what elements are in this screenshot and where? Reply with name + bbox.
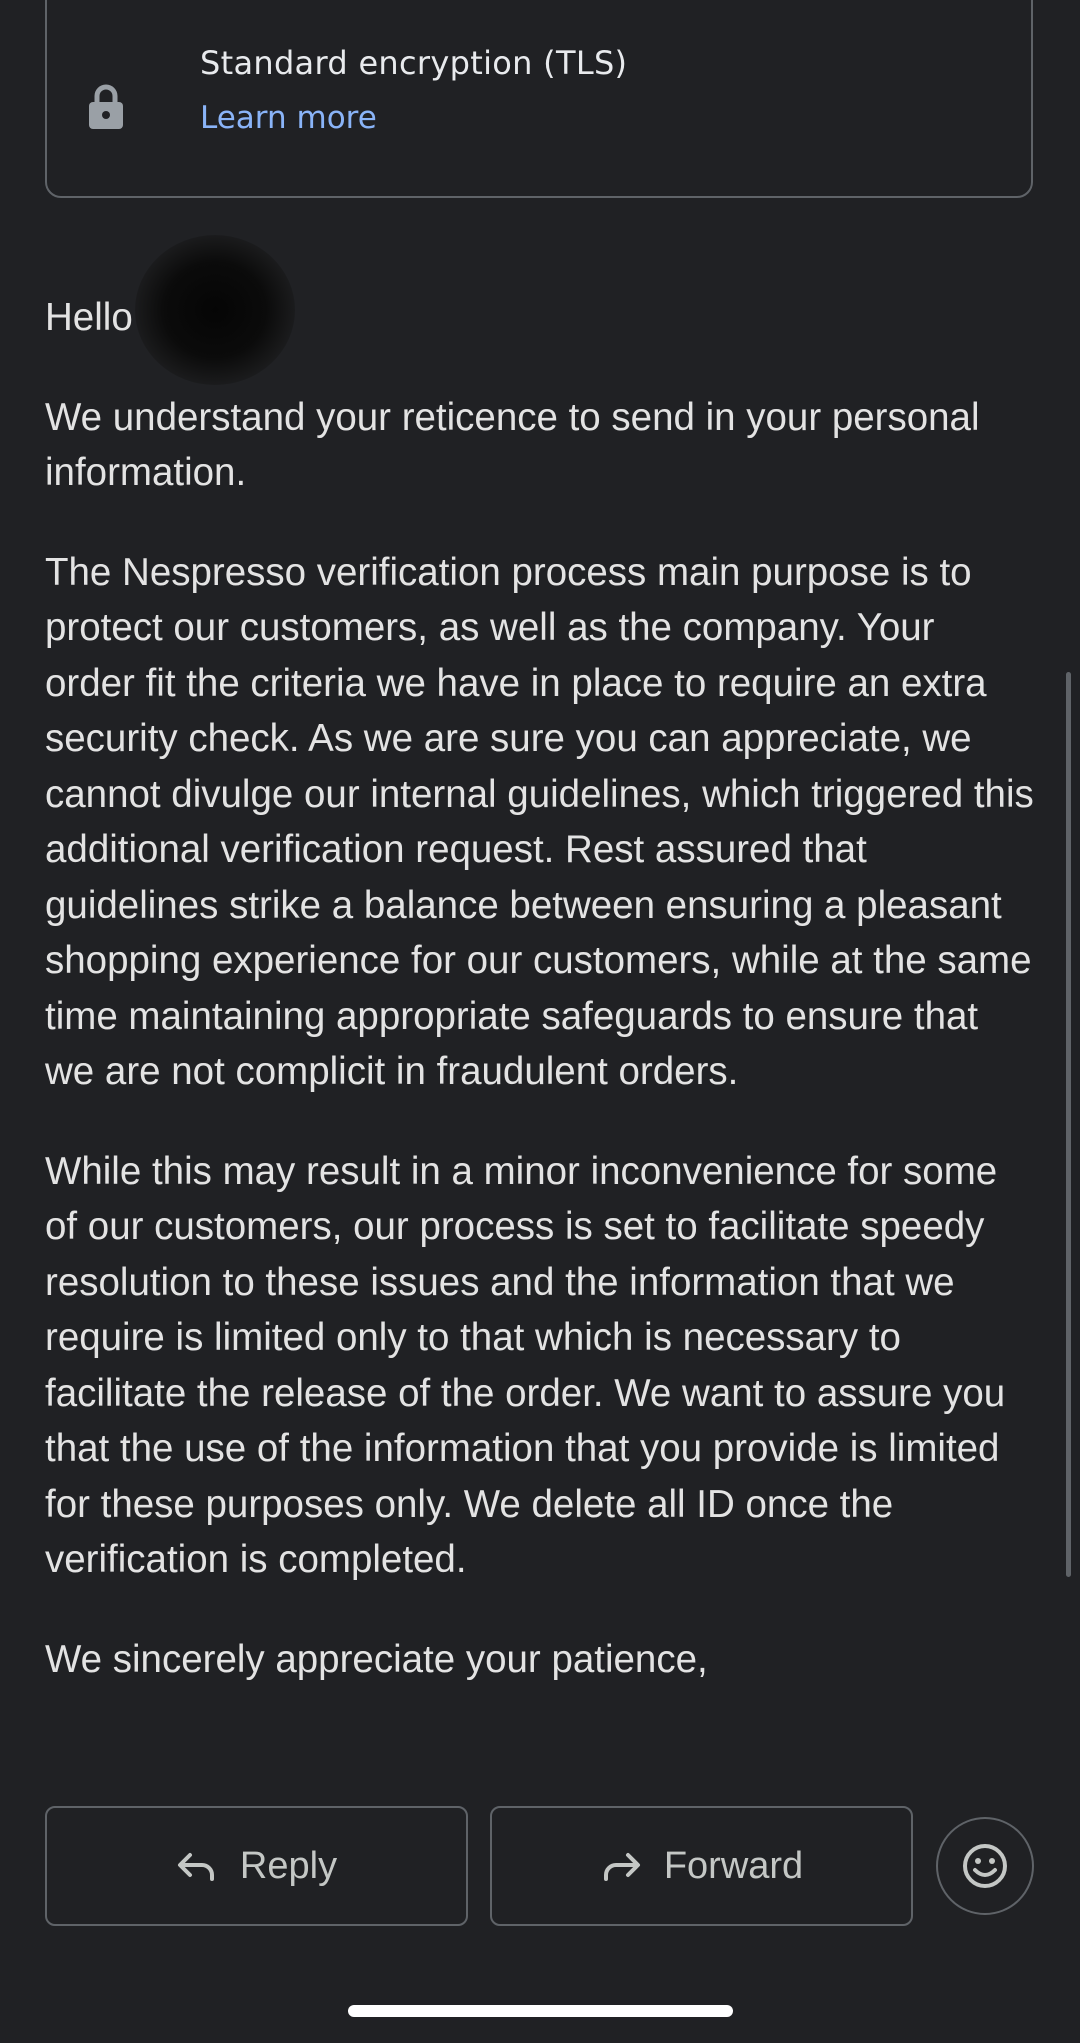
reply-arrow-icon bbox=[176, 1849, 218, 1883]
email-body bbox=[45, 290, 1035, 1731]
add-reaction-button[interactable] bbox=[936, 1817, 1034, 1915]
home-indicator[interactable] bbox=[348, 2005, 733, 2017]
email-paragraph: We understand your reticence to send in your personal information. bbox=[45, 395, 980, 494]
greeting-line bbox=[45, 290, 1035, 346]
greeting-text: Hello bbox=[45, 296, 133, 339]
redacted-name-scribble bbox=[135, 235, 295, 385]
encryption-title: Standard encryption (TLS) bbox=[200, 44, 628, 82]
reply-label: Reply bbox=[239, 1844, 338, 1887]
learn-more-link[interactable]: Learn more bbox=[200, 100, 377, 136]
forward-label: Forward bbox=[663, 1844, 804, 1887]
reply-button[interactable] bbox=[45, 1806, 468, 1926]
encryption-info-card bbox=[45, 0, 1033, 198]
scrollbar[interactable] bbox=[1066, 672, 1071, 1577]
email-paragraph: The Nespresso verification process main purpose is to protect our customers, as well as the company. Your order fit the criteria we have in place to require an extra security check. As we are sure you can appreciate, we cannot divulge our internal guidelines, which triggered this additional verification request. Rest assured that guidelines strike a balance between ensuring a pleasant shopping experience for our customers, while at the same time maintaining appropriate safeguards to ensure that we are not complicit in fraudulent orders. bbox=[45, 550, 1034, 1093]
lock-icon bbox=[87, 84, 125, 130]
email-paragraph: While this may result in a minor inconvenience for some of our customers, our process is set to facilitate speedy resolution to these issues and the information that we require is limited only to that which is necessary to facilitate the release of the order. We want to assure you that the use of the information that you provide is limited for these purposes only. We delete all ID once the verification is completed. bbox=[45, 1149, 1006, 1581]
smiley-icon bbox=[961, 1842, 1009, 1890]
forward-button[interactable] bbox=[490, 1806, 913, 1926]
email-paragraph: We sincerely appreciate your patience, bbox=[45, 1637, 708, 1681]
forward-arrow-icon bbox=[600, 1849, 642, 1883]
